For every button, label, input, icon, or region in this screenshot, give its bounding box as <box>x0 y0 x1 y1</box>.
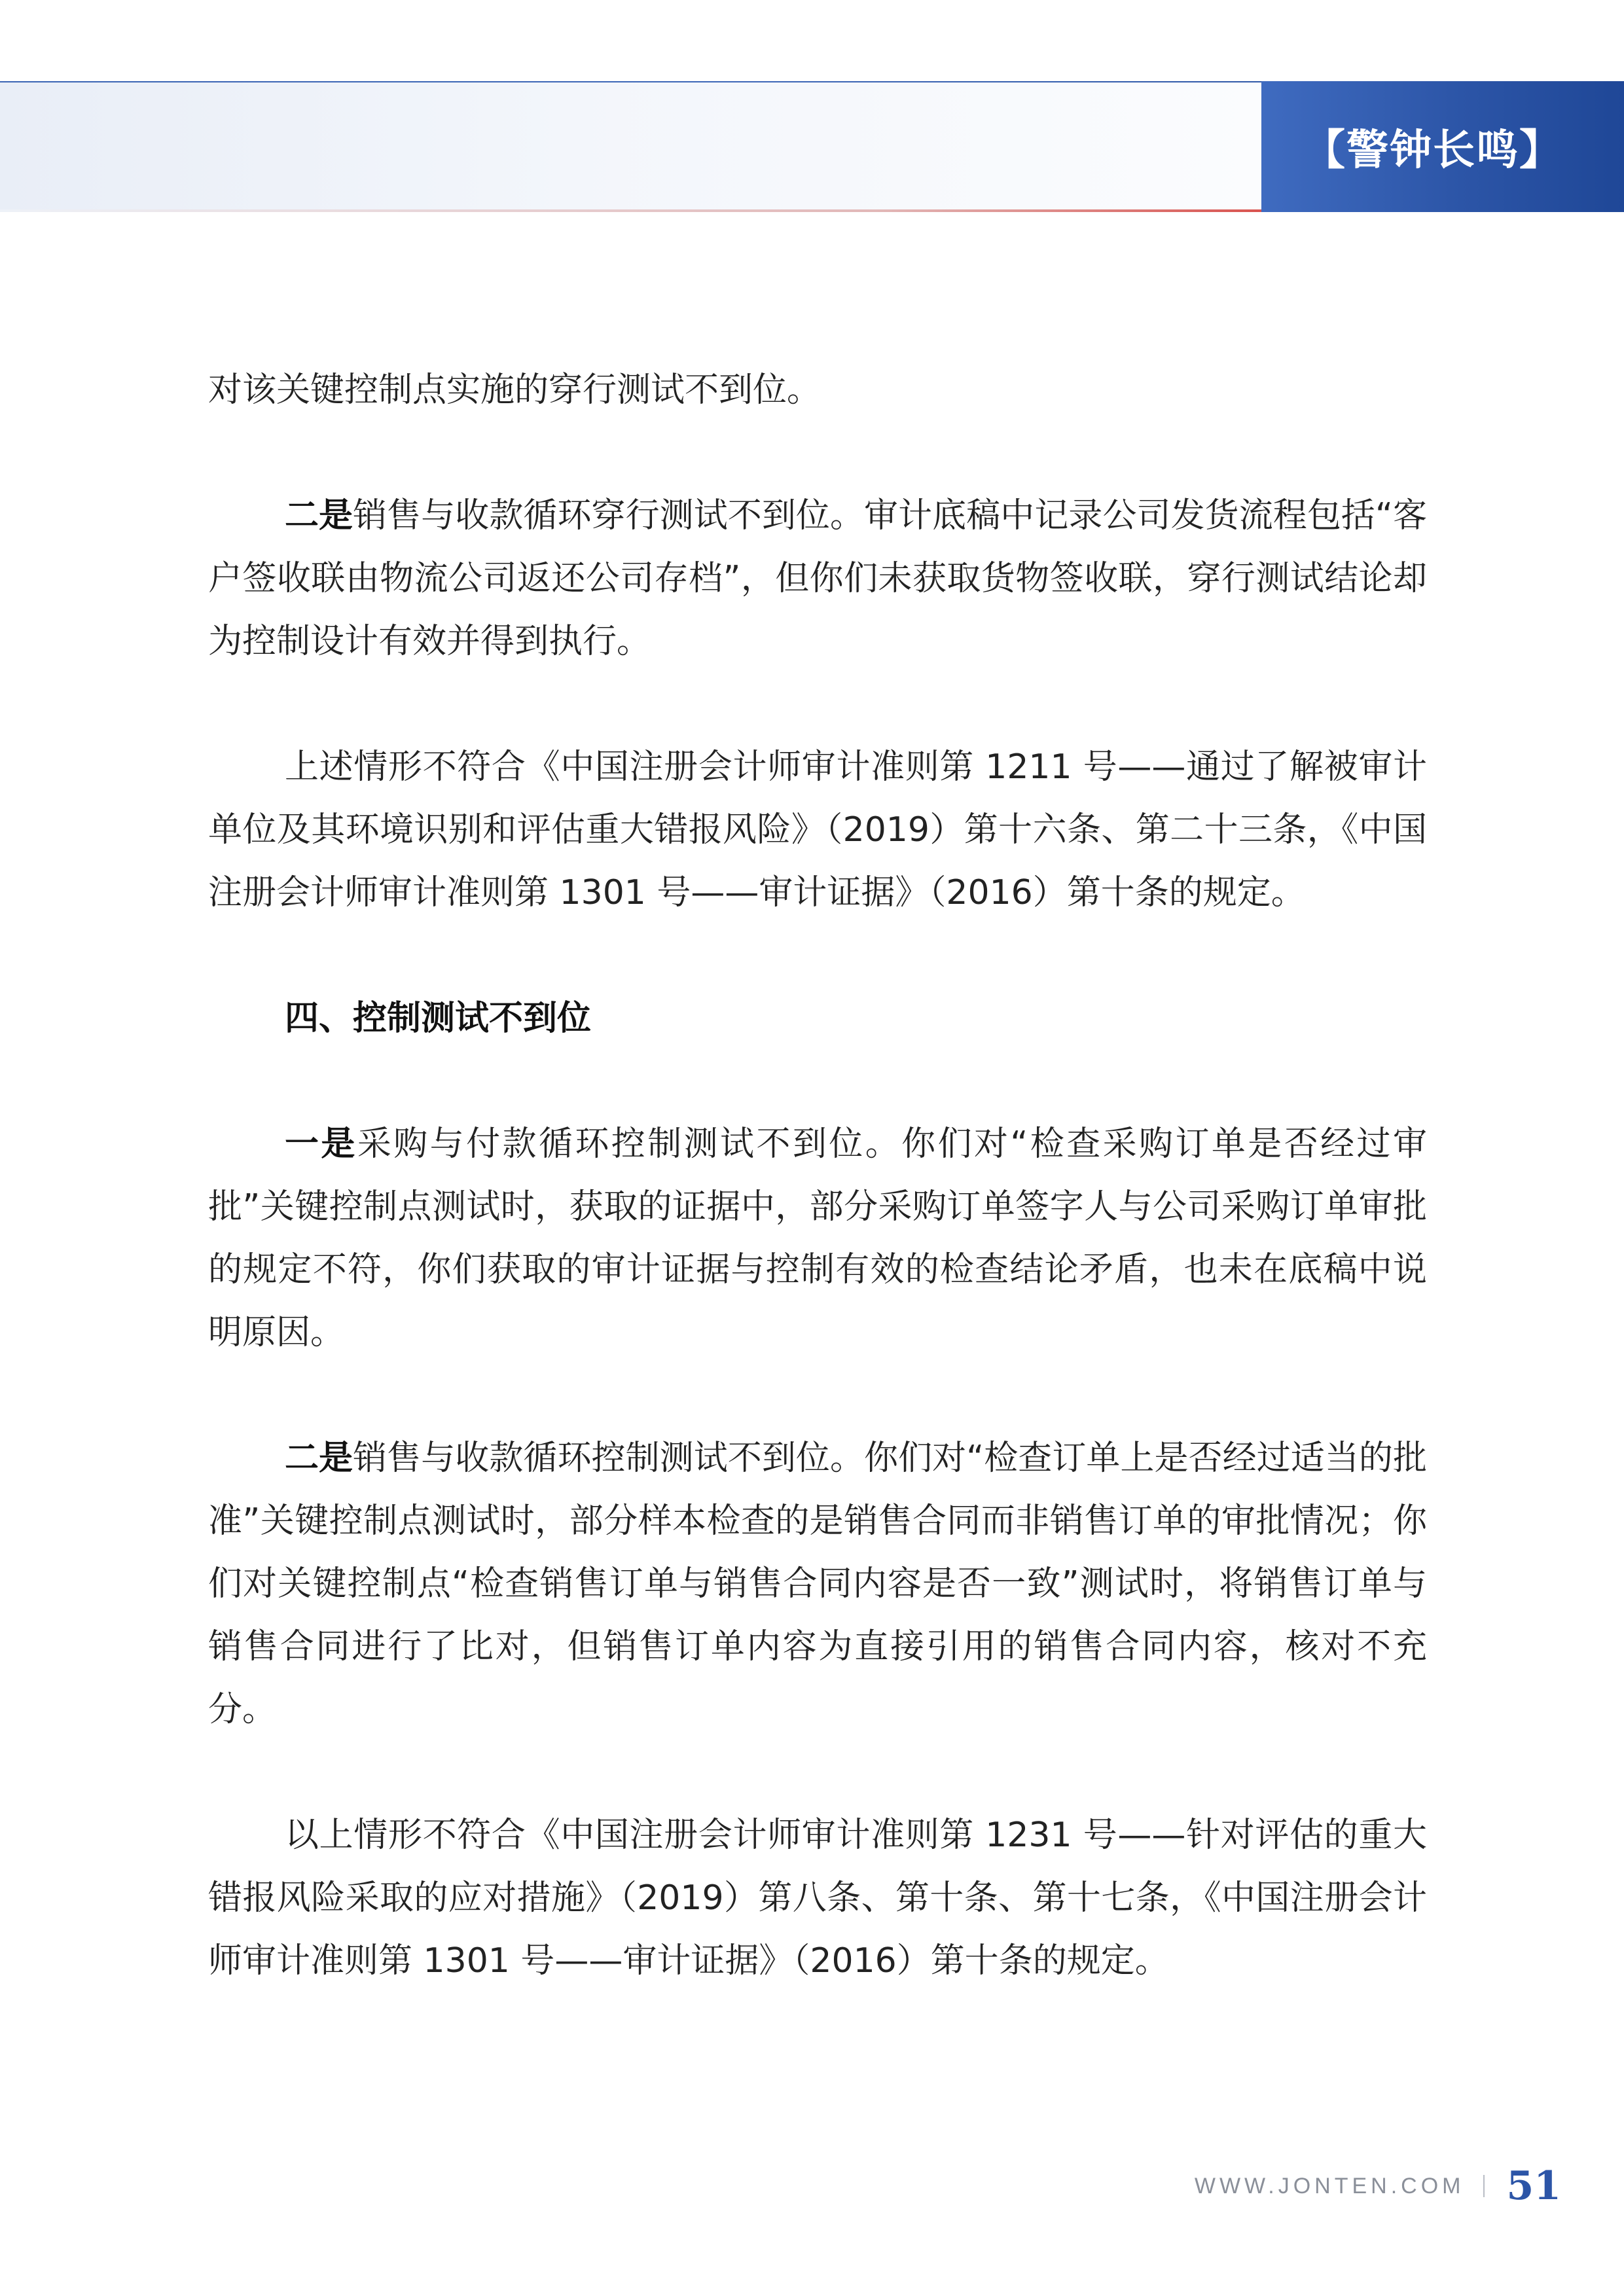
paragraph-lead: 一是 <box>285 1124 357 1164</box>
section-heading: 四、控制测试不到位 <box>285 999 592 1038</box>
paragraph-standards-citation-1: 上述情形不符合《中国注册会计师审计准则第 1211 号——通过了解被审计单位及其环境识别和评估重大错报风险》（2019）第十六条、第二十三条，《中国注册会计师审计准则第 1301 号——审计证据》（2016）第十条的规定。 <box>208 747 1427 912</box>
paragraph-text: 采购与付款循环控制测试不到位。你们对“检查采购订单是否经过审批”关键控制点测试时，获取的证据中，部分采购订单签字人与公司采购订单审批的规定不符，你们获取的审计证据与控制有效的检查结论矛盾，也未在底稿中说明原因。 <box>208 1124 1427 1352</box>
paragraph-sales-control-test <box>208 1427 1427 1741</box>
document-body <box>208 359 1427 2055</box>
paragraph-text: 销售与收款循环控制测试不到位。你们对“检查订单上是否经过适当的批准”关键控制点测试时，部分样本检查的是销售合同而非销售订单的审批情况；你们对关键控制点“检查销售订单与销售合同内容是否一致”测试时，将销售订单与销售合同进行了比对，但销售订单内容为直接引用的销售合同内容，核对不充分。 <box>208 1439 1427 1729</box>
paragraph-sales-walkthrough <box>208 484 1427 673</box>
paragraph-lead: 二是 <box>285 1439 353 1478</box>
paragraph-standards-citation-2: 以上情形不符合《中国注册会计师审计准则第 1231 号——针对评估的重大错报风险采取的应对措施》（2019）第八条、第十条、第十七条，《中国注册会计师审计准则第 1301 号——审计证据》（2016）第十条的规定。 <box>208 1816 1427 1981</box>
section-tab <box>1261 81 1624 212</box>
footer-website: WWW.JONTEN.COM <box>1194 2173 1465 2198</box>
header-band <box>0 82 1261 212</box>
page-number: 51 <box>1506 2163 1561 2209</box>
paragraph-continuation: 对该关键控制点实施的穿行测试不到位。 <box>208 370 821 410</box>
header-bottom-rule <box>0 209 1261 212</box>
footer-divider <box>1483 2175 1485 2197</box>
paragraph-lead: 二是 <box>285 496 353 535</box>
section-tab-label: 【警钟长鸣】 <box>1303 126 1562 175</box>
page-footer <box>1195 2160 1561 2212</box>
paragraph-purchase-control-test <box>208 1113 1427 1364</box>
paragraph-text: 销售与收款循环穿行测试不到位。审计底稿中记录公司发货流程包括“客户签收联由物流公司返还公司存档”，但你们未获取货物签收联，穿行测试结论却为控制设计有效并得到执行。 <box>208 496 1427 661</box>
